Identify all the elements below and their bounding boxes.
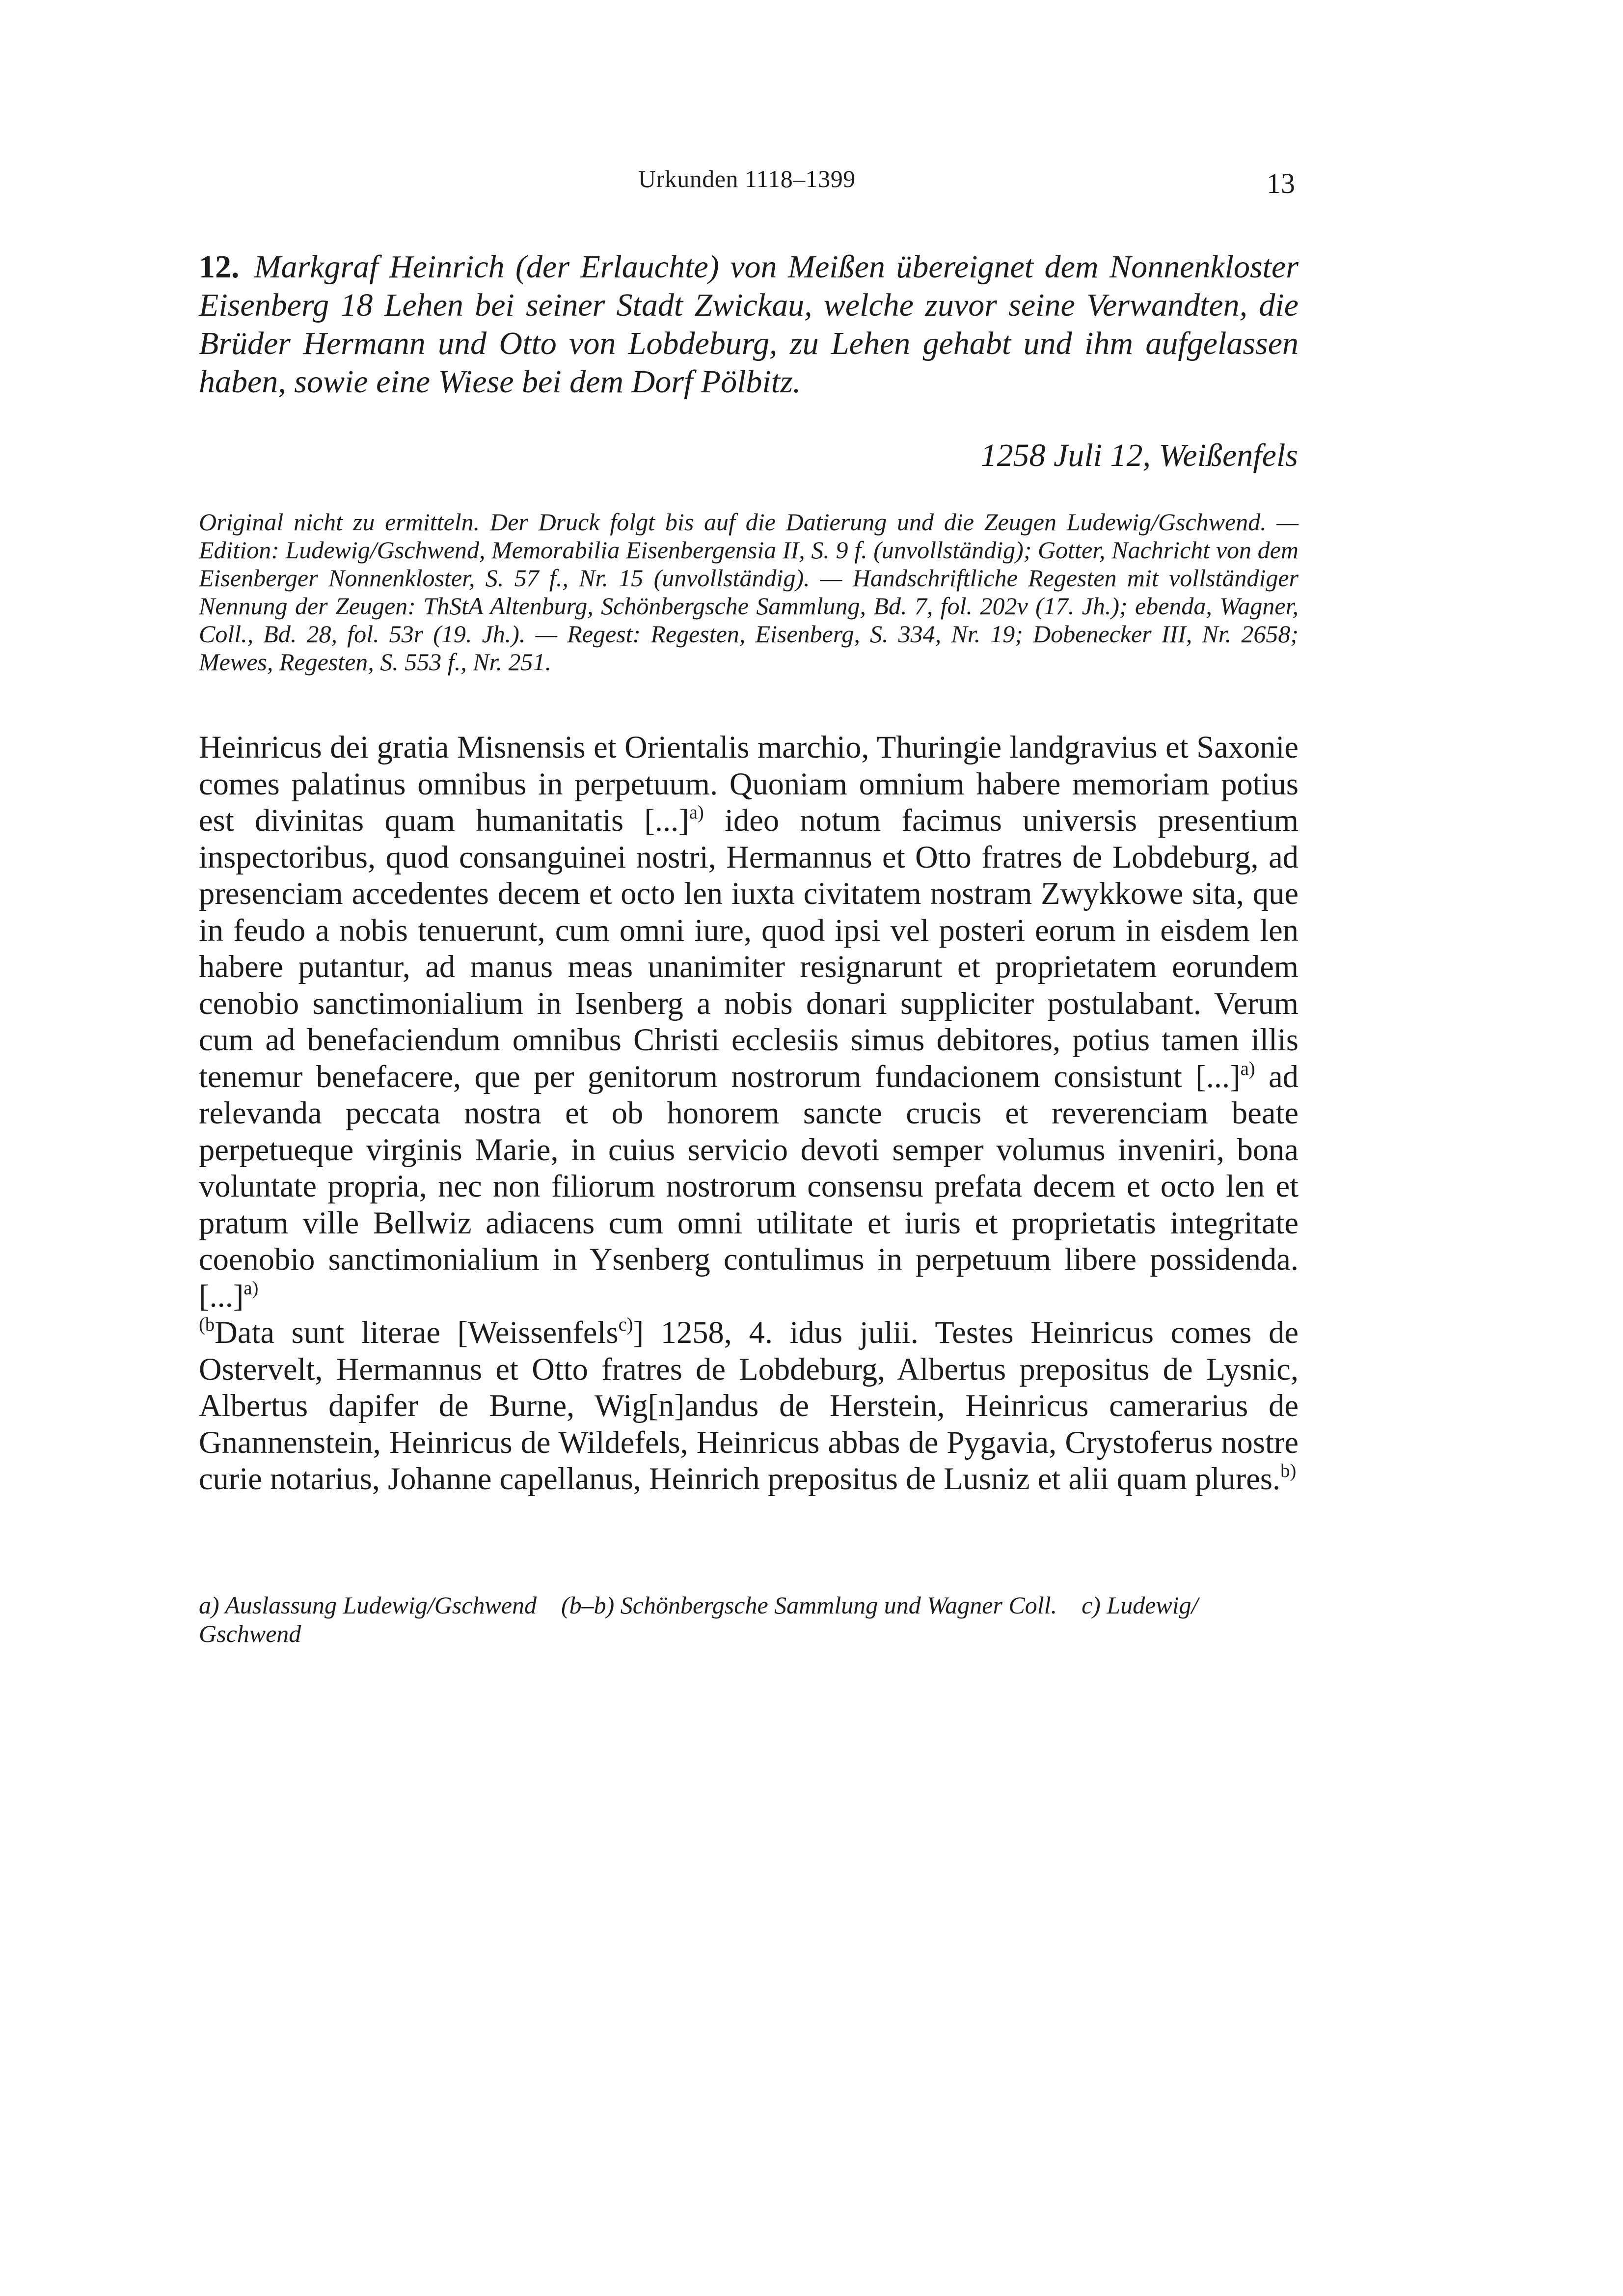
page-number: 13	[1267, 167, 1295, 199]
document-heading	[199, 248, 1298, 401]
charter-paragraph	[199, 729, 1298, 1314]
text-segment: ideo notum facimus universis presentium inspectoribus, quod consanguinei nostri, Hermannus et Otto fratres de Lobdeburg, ad presenciam accedentes decem et octo len iuxta civitatem nostram Zwykkowe sita, que in feudo a nobis tenuerunt, cum omni iure, quod ipsi vel posteri eorum in eisdem len habere putantur, ad manus meas unanimiter resignarunt et proprietatem eorundem cenobio sanctimonialium in Isenberg a nobis donari suppliciter postulabant. Verum cum ad benefaciendum omnibus Christi ecclesiis simus debitores, potius tamen illis tenemur benefacere, que per genitorum nostrorum fundacionem consistunt [...]	[199, 803, 1298, 1094]
text-segment: Data sunt literae [Weissenfels	[215, 1315, 619, 1350]
footnote-ref: a)	[243, 1278, 259, 1299]
footnote-ref: c)	[618, 1314, 633, 1335]
document-title: Markgraf Heinrich (der Erlauchte) von Meißen übereignet dem Nonnenkloster Eisenberg 18 Lehen bei seiner Stadt Zwickau, welche zuvor seine Verwandten, die Brüder Hermann und Otto von Lobdeburg, zu Lehen gehabt und ihm aufgelassen haben, sowie eine Wiese bei dem Dorf Pölbitz.	[199, 249, 1298, 400]
running-head: Urkunden 1118–1399	[638, 165, 856, 192]
footnotes	[199, 1591, 1298, 1648]
document-number: 12.	[199, 249, 240, 285]
footnote-ref: a)	[1240, 1058, 1255, 1079]
text-segment: ] 1258, 4. idus julii. Testes Heinricus comes de Ostervelt, Hermannus et Otto fratres de Lobdeburg, Albertus prepositus de Lysnic, Albertus dapifer de Burne, Wig[n]andus de Herstein, Heinricus camerarius de Gnannenstein, Heinricus de Wildefels, Heinricus abbas de Pygavia, Crystoferus nostre curie notarius, Johanne capellanus, Heinrich prepositus de Lusniz et alii quam plures.	[199, 1315, 1299, 1496]
footnote-ref: b)	[1280, 1460, 1297, 1481]
footnote-c: c) Ludewig/ Gschwend	[199, 1591, 1198, 1647]
charter-paragraph	[199, 1314, 1298, 1498]
dateline: 1258 Juli 12, Weißenfels	[980, 437, 1298, 473]
footnote-ref: (b	[199, 1314, 215, 1335]
footnote-ref: a)	[689, 802, 704, 823]
text-segment: Heinricus dei gratia Misnensis et Orientalis marchio, Thuringie landgravius et Saxonie comes palatinus omnibus in perpetuum. Quoniam omnium habere memoriam potius est divinitas quam humanitatis [...]	[199, 730, 1298, 838]
charter-text	[199, 729, 1298, 1498]
footnote-a: a) Auslassung Ludewig/Gschwend	[199, 1591, 537, 1619]
source-apparatus: Original nicht zu ermitteln. Der Druck folgt bis auf die Datierung und die Zeugen Ludewig/Gschwend. — Edition: Ludewig/Gschwend, Memorabilia Eisenbergensia II, S. 9 f. (unvollständig); Gotter, Nachricht von dem Eisenberger Nonnenkloster, S. 57 f., Nr. 15 (unvollständig). — Handschriftliche Regesten mit vollständiger Nennung der Zeugen: ThStA Altenburg, Schönbergsche Sammlung, Bd. 7, fol. 202v (17. Jh.); ebenda, Wagner, Coll., Bd. 28, fol. 53r (19. Jh.). — Regest: Regesten, Eisenberg, S. 334, Nr. 19; Dobenecker III, Nr. 2658; Mewes, Regesten, S. 553 f., Nr. 251.	[199, 508, 1298, 676]
text-segment: ad relevanda peccata nostra et ob honorem sancte crucis et reverenciam beate perpetueque virginis Marie, in cuius servicio devoti semper volumus inveniri, bona voluntate propria, nec non filiorum nostrorum consensu prefata decem et octo len et pratum ville Bellwiz adiacens cum omni utilitate et iuris et proprietatis integritate coenobio sanctimonialium in Ysenberg contulimus in perpetuum libere possidenda. [...]	[199, 1059, 1298, 1313]
footnote-b: (b–b) Schönbergsche Sammlung und Wagner Coll.	[561, 1591, 1057, 1619]
